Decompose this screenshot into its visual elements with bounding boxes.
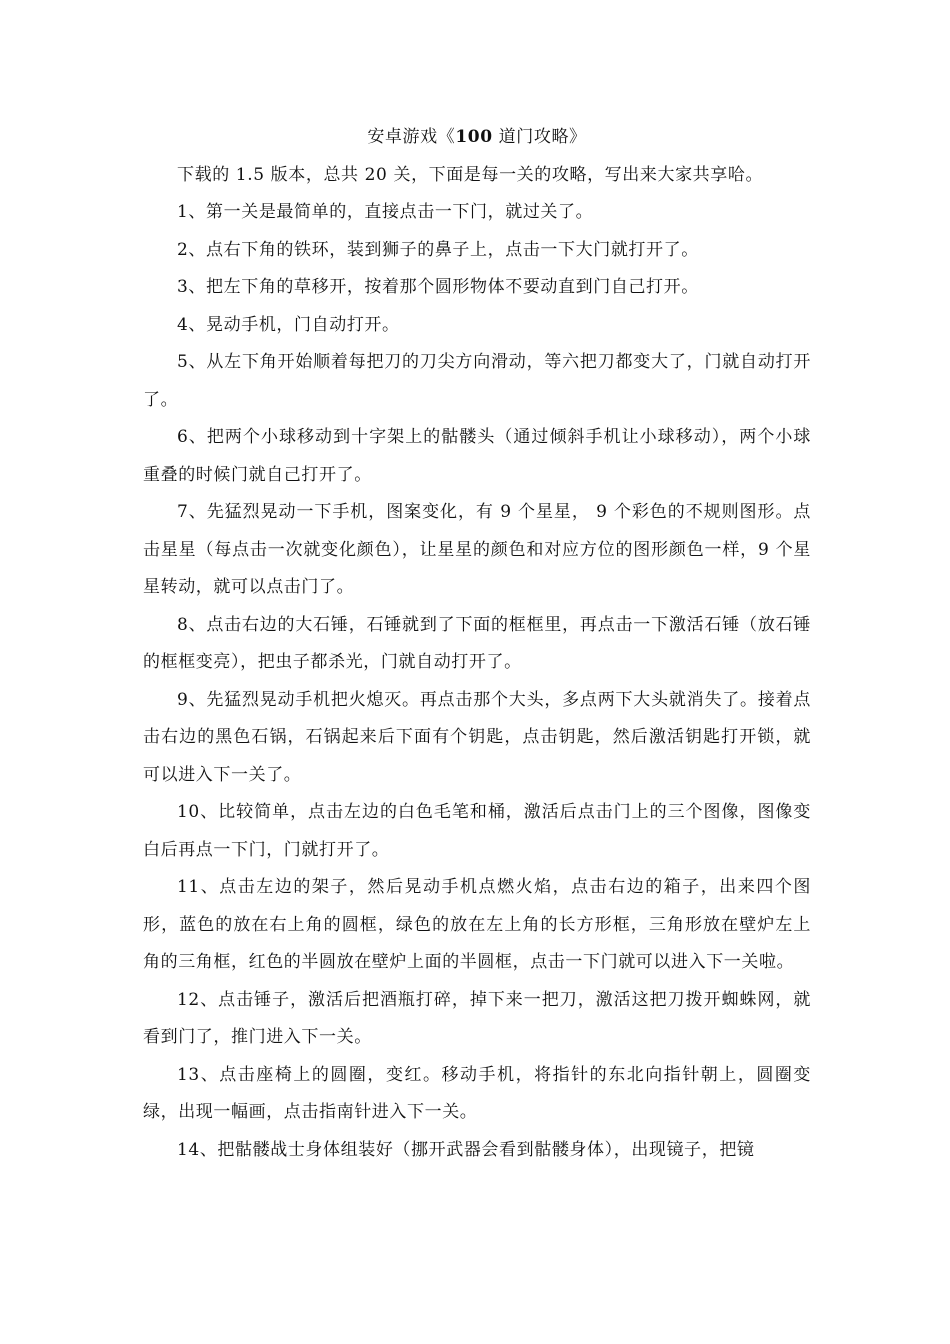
level-5-paragraph: 5、从左下角开始顺着每把刀的刀尖方向滑动，等六把刀都变大了，门就自动打开了。 — [143, 352, 811, 410]
level-10-paragraph: 10、比较简单，点击左边的白色毛笔和桶，激活后点击门上的三个图像，图像变白后再点一下门，门就打开了。 — [143, 802, 811, 860]
level-7-paragraph: 7、先猛烈晃动一下手机，图案变化，有 9 个星星， 9 个彩色的不规则图形。点击星星（每点击一次就变化颜色），让星星的颜色和对应方位的图形颜色一样，9 个星星转动，就可以点击门了。 — [143, 502, 811, 597]
title-number: 100 — [455, 127, 493, 147]
level-6-paragraph: 6、把两个小球移动到十字架上的骷髅头（通过倾斜手机让小球移动），两个小球重叠的时候门就自己打开了。 — [143, 427, 811, 485]
title-suffix: 道门攻略》 — [492, 127, 587, 147]
level-1-paragraph: 1、第一关是最简单的，直接点击一下门，就过关了。 — [177, 202, 594, 222]
level-8-paragraph: 8、点击右边的大石锤，石锤就到了下面的框框里，再点击一下激活石锤（放石锤的框框变亮），把虫子都杀光，门就自动打开了。 — [143, 614, 811, 672]
level-11-paragraph: 11、点击左边的架子，然后晃动手机点燃火焰，点击右边的箱子，出来四个图形，蓝色的放在右上角的圆框，绿色的放在左上角的长方形框，三角形放在壁炉左上角的三角框，红色的半圆放在壁炉上面的半圆框，点击一下门就可以进入下一关啦。 — [143, 877, 811, 972]
level-2-paragraph: 2、点右下角的铁环，装到狮子的鼻子上，点击一下大门就打开了。 — [177, 239, 699, 260]
intro-paragraph: 下载的 1.5 版本，总共 20 关，下面是每一关的攻略，写出来大家共享哈。 — [177, 164, 764, 185]
title-prefix: 安卓游戏《 — [367, 127, 456, 147]
level-14-paragraph: 14、把骷髅战士身体组装好（挪开武器会看到骷髅身体），出现镜子，把镜 — [177, 1139, 755, 1160]
level-4-paragraph: 4、晃动手机，门自动打开。 — [177, 314, 400, 335]
document-body — [143, 119, 811, 1169]
level-3-paragraph: 3、把左下角的草移开，按着那个圆形物体不要动直到门自己打开。 — [177, 277, 699, 297]
document-title — [143, 119, 811, 157]
level-12-paragraph: 12、点击锤子，激活后把酒瓶打碎，掉下来一把刀，激活这把刀拨开蜘蛛网，就看到门了，推门进入下一关。 — [143, 989, 811, 1047]
level-13-paragraph: 13、点击座椅上的圆圈，变红。移动手机，将指针的东北向指针朝上，圆圈变绿，出现一幅画，点击指南针进入下一关。 — [143, 1064, 811, 1122]
level-9-paragraph: 9、先猛烈晃动手机把火熄灭。再点击那个大头，多点两下大头就消失了。接着点击右边的黑色石锅，石锅起来后下面有个钥匙，点击钥匙，然后激活钥匙打开锁，就可以进入下一关了。 — [143, 689, 811, 785]
